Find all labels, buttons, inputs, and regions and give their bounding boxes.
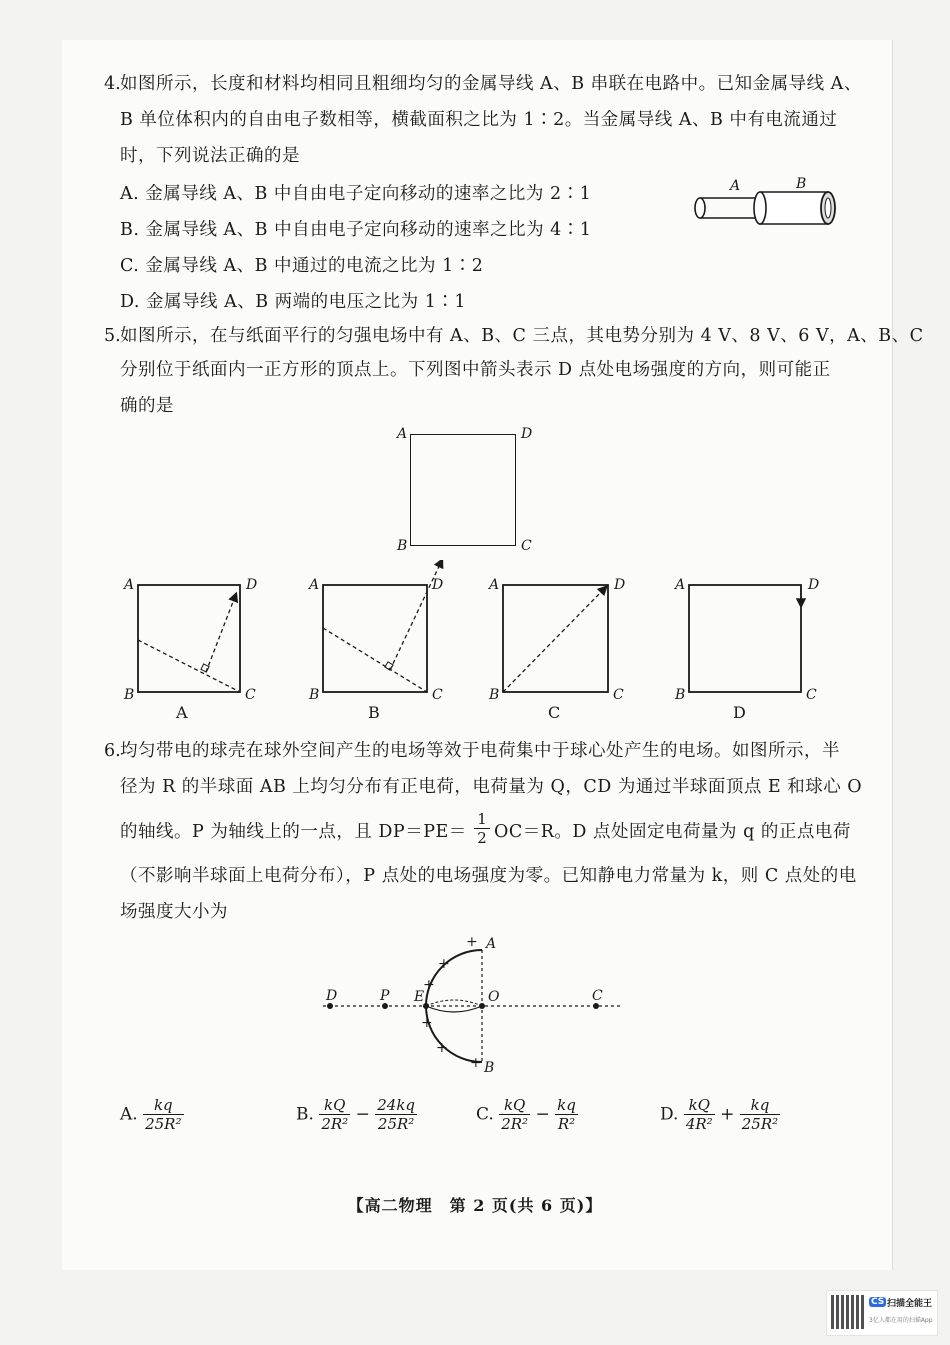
q6-label-p: P [380, 988, 390, 1004]
q5-a-label-b: B [124, 687, 135, 703]
q6-label-a: A [486, 936, 497, 952]
q5-diagram-d [689, 585, 801, 692]
q6-label-b: B [484, 1060, 495, 1076]
scanner-watermark [826, 1290, 938, 1336]
q6-option-b-den1: 2R² [321, 1115, 349, 1133]
q5-main-square [410, 434, 516, 546]
q5-line-2: 分别位于纸面内一正方形的顶点上。下列图中箭头表示 D 点处电场强度的方向，则可能正 [120, 360, 831, 380]
q6-option-c-num2: kq [557, 1096, 576, 1114]
q4-option-d: D. 金属导线 A、B 两端的电压之比为 1∶1 [120, 292, 466, 312]
q6-line-5: 场强度大小为 [120, 902, 228, 922]
q5-a-label-d: D [246, 577, 258, 593]
q4-option-a: A. 金属导线 A、B 中自由电子定向移动的速率之比为 2∶1 [120, 184, 592, 204]
q5-caption-a: A [176, 703, 188, 722]
q6-option-a [120, 1096, 184, 1133]
q6-half-num: 1 [474, 810, 490, 829]
q4-wire-figure [688, 178, 838, 234]
q5-c-label-c: C [613, 687, 624, 703]
q6-line-2: 径为 R 的半球面 AB 上均匀分布有正电荷，电荷量为 Q，CD 为通过半球面顶点 E 和球心 O [120, 777, 863, 797]
q6-option-c-den2: R² [557, 1115, 576, 1133]
q6-option-d-den2: 25R² [741, 1115, 779, 1133]
q5-line-1: 如图所示，在与纸面平行的匀强电场中有 A、B、C 三点，其电势分别为 4 V、8 V、6 V，A、B、C [120, 326, 924, 346]
q4-option-c: C. 金属导线 A、B 中通过的电流之比为 1∶2 [120, 256, 484, 276]
scanner-tagline: 3亿人都在用的扫描App [869, 1317, 933, 1324]
qr-code-icon [831, 1295, 865, 1329]
q6-line-1: 均匀带电的球壳在球外空间产生的电场等效于电荷集中于球心处产生的电场。如图所示，半 [120, 741, 840, 761]
q6-option-d-label: D. [660, 1104, 679, 1125]
q6-option-c-den1: 2R² [501, 1115, 529, 1133]
q6-option-c [476, 1096, 578, 1133]
q4-line-3: 时，下列说法正确的是 [120, 146, 300, 166]
q6-option-a-num: kq [143, 1096, 183, 1115]
q5-a-label-a: A [124, 577, 135, 593]
q6-option-c-label: C. [476, 1104, 494, 1125]
q6-plus-3: + [423, 977, 435, 993]
q5-main-label-b: B [397, 538, 408, 554]
q5-b-label-c: C [432, 687, 443, 703]
page-footer: 【高二物理 第 2 页(共 6 页)】 [347, 1196, 603, 1215]
q6-option-b-label: B. [296, 1104, 314, 1125]
q4-line-2: B 单位体积内的自由电子数相等，横截面积之比为 1∶2。当金属导线 A、B 中有电流通过 [120, 110, 838, 130]
q6-plus-5: + [436, 1040, 448, 1056]
q6-option-d-den1: 4R² [685, 1115, 713, 1133]
q6-option-c-op: − [535, 1104, 550, 1125]
q5-diagram-a [138, 585, 240, 692]
q5-d-label-a: A [675, 577, 686, 593]
q6-option-d-num1: kQ [684, 1096, 715, 1115]
q6-option-a-label: A. [120, 1104, 138, 1125]
q6-option-b-num2: 24kq [377, 1096, 416, 1114]
q5-diagram-b [323, 560, 442, 692]
q6-plus-2: + [438, 956, 450, 972]
q5-caption-c: C [548, 703, 561, 722]
q6-option-b-num1: kQ [319, 1096, 350, 1115]
q5-main-label-c: C [521, 538, 532, 554]
q6-plus-4: + [421, 1015, 433, 1031]
q6-label-d: D [326, 988, 338, 1004]
q5-d-label-c: C [806, 687, 817, 703]
q6-option-b-den2: 25R² [377, 1115, 415, 1133]
q5-c-label-a: A [489, 577, 500, 593]
q6-option-d-op: + [720, 1104, 735, 1125]
q5-b-label-d: D [432, 577, 444, 593]
q5-main-label-a: A [397, 426, 408, 442]
q5-d-label-d: D [808, 577, 820, 593]
q5-main-label-d: D [521, 426, 533, 442]
q4-number: 4. [104, 74, 121, 94]
q6-label-o: O [488, 989, 500, 1005]
q5-b-label-a: A [309, 577, 320, 593]
q6-option-c-num1: kQ [499, 1096, 530, 1115]
q5-b-label-b: B [309, 687, 320, 703]
q5-number: 5. [104, 326, 121, 346]
q6-option-a-den: 25R² [145, 1115, 182, 1133]
q4-line-1: 如图所示，长度和材料均相同且粗细均匀的金属导线 A、B 串联在电路中。已知金属导线 A、 [120, 74, 862, 94]
q5-c-label-d: D [614, 577, 626, 593]
q6-option-b [296, 1096, 417, 1133]
q6-half-fraction [474, 810, 490, 847]
q6-half-den: 2 [477, 829, 487, 847]
q6-plus-6: + [470, 1055, 482, 1071]
q5-d-label-b: B [675, 687, 686, 703]
q6-number: 6. [104, 741, 121, 761]
q6-option-b-op: − [355, 1104, 370, 1125]
q6-line-4: （不影响半球面上电荷分布），P 点处的电场强度为零。已知静电力常量为 k，则 C 点处的电 [120, 866, 857, 886]
q4-label-a: A [730, 178, 741, 194]
q5-caption-d: D [733, 703, 746, 722]
q6-line-3b: OC＝R。D 点处固定电荷量为 q 的正点电荷 [494, 822, 851, 842]
q6-line-3a: 的轴线。P 为轴线上的一点，且 DP＝PE＝ [120, 822, 467, 842]
q6-plus-1: + [466, 934, 478, 950]
q5-line-3: 确的是 [120, 396, 174, 416]
q5-a-label-c: C [245, 687, 256, 703]
q4-option-b: B. 金属导线 A、B 中自由电子定向移动的速率之比为 4∶1 [120, 220, 592, 240]
q5-c-label-b: B [489, 687, 500, 703]
q4-label-b: B [796, 176, 807, 192]
scanner-name: 扫描全能王 [887, 1299, 933, 1309]
q5-caption-b: B [368, 703, 380, 722]
q6-label-c: C [592, 988, 603, 1004]
q6-option-d-num2: kq [740, 1096, 780, 1115]
scanner-badge: CS [871, 1297, 885, 1307]
q6-option-d [660, 1096, 780, 1133]
q6-label-e: E [414, 989, 425, 1005]
q5-diagram-c [503, 585, 608, 692]
